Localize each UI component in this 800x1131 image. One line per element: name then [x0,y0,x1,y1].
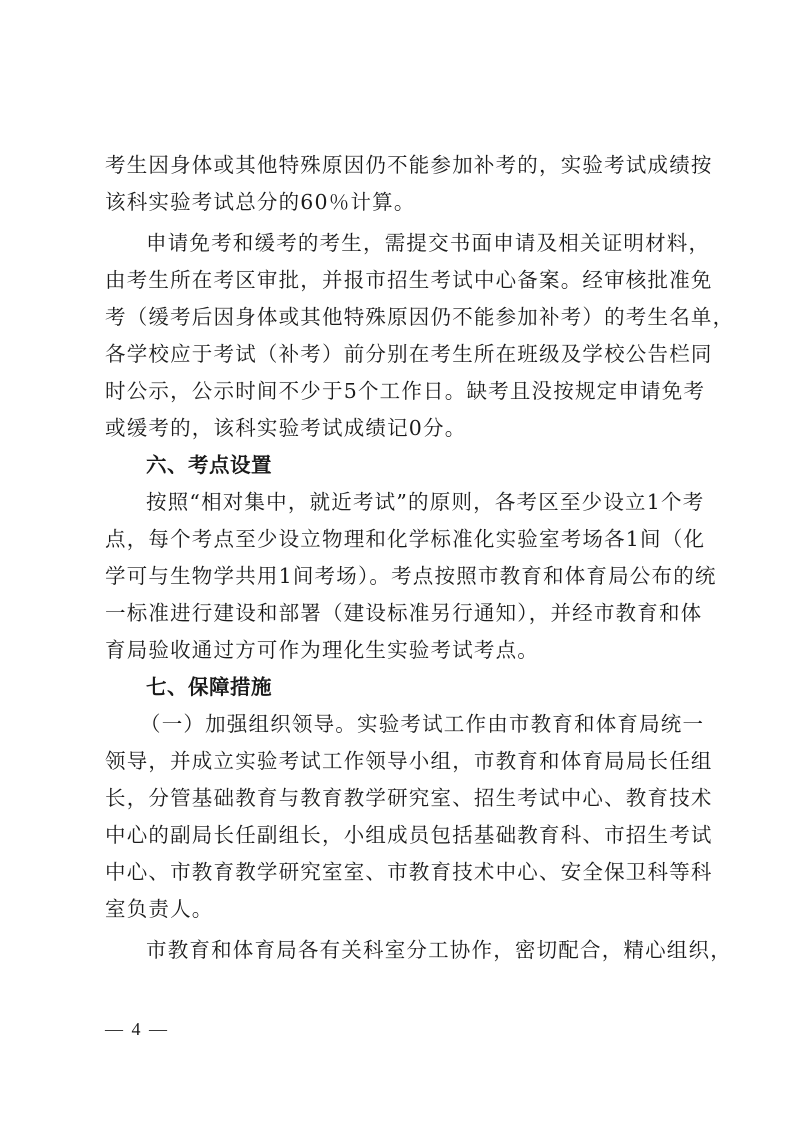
paragraph-line: 或缓考的，该科实验考试成绩记0分。 [105,416,467,440]
paragraph-line: 育局验收通过方可作为理化生实验考试考点。 [105,638,539,662]
paragraph-line: 各学校应于考试（补考）前分别在考生所在班级及学校公告栏同 [105,342,713,366]
paragraph-line: 考生因身体或其他特殊原因仍不能参加补考的，实验考试成绩按 [105,153,713,177]
paragraph-line: 考（缓考后因身体或其他特殊原因仍不能参加补考）的考生名单， [105,305,735,329]
paragraph-line: 申请免考和缓考的考生，需提交书面申请及相关证明材料， [146,231,711,255]
section-heading: 七、保障措施 [146,675,272,699]
paragraph-line: 由考生所在考区审批，并报市招生考试中心备案。经审核批准免 [105,268,713,292]
paragraph-line: 点，每个考点至少设立物理和化学标准化实验室考场各1间（化 [105,527,706,551]
paragraph-line: 按照“相对集中，就近考试”的原则，各考区至少设立1个考 [146,490,705,514]
paragraph-line: 领导，并成立实验考试工作领导小组，市教育和体育局局长任组 [105,749,713,773]
paragraph-line: 中心、市教育教学研究室室、市教育技术中心、安全保卫科等科 [105,860,713,884]
paragraph-line: 中心的副局长任副组长，小组成员包括基础教育科、市招生考试 [105,823,713,847]
section-heading: 六、考点设置 [146,453,272,477]
paragraph-line: 该科实验考试总分的60％计算。 [105,190,416,214]
paragraph-line: 市教育和体育局各有关科室分工协作，密切配合，精心组织， [146,938,732,962]
page-number: — 4 — [105,1019,169,1039]
paragraph-line: （一）加强组织领导。实验考试工作由市教育和体育局统一 [140,712,705,736]
paragraph-line: 一标准进行建设和部署（建设标准另行通知），并经市教育和体 [105,601,703,625]
paragraph-line: 长，分管基础教育与教育教学研究室、招生考试中心、教育技术 [105,786,713,810]
paragraph-line: 学可与生物学共用1间考场）。考点按照市教育和体育局公布的统 [105,564,717,588]
paragraph-line: 时公示，公示时间不少于5个工作日。缺考且没按规定申请免考 [105,379,706,403]
paragraph-line: 室负责人。 [105,897,214,921]
